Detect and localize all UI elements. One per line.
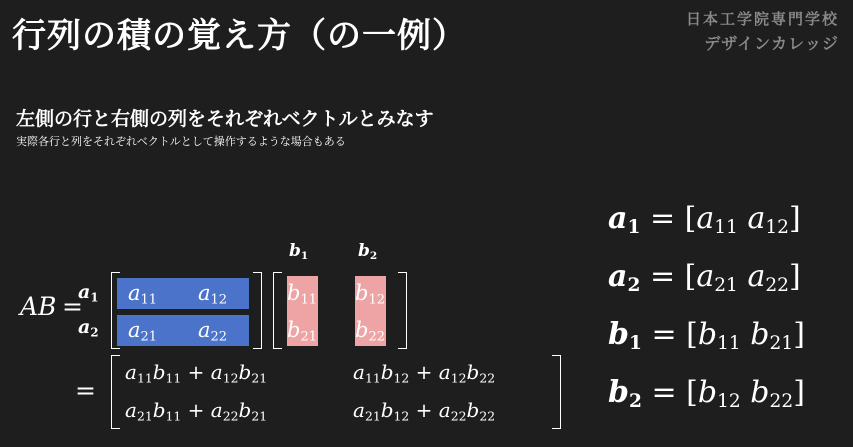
result-12: $a_{11}b_{12} + a_{12}b_{22}$ (353, 360, 496, 386)
result-11: $a_{11}b_{11} + a_{12}b_{21}$ (125, 360, 268, 386)
a22: $a_{22}$ (198, 318, 228, 345)
b22: $b_{22}$ (355, 318, 386, 345)
label-a1: $a_1$ (78, 281, 99, 305)
matrix-b-right-bracket (398, 272, 407, 349)
b21: $b_{21}$ (287, 318, 318, 345)
matrix-b-left-bracket (273, 272, 282, 349)
matrix-a-right-bracket (253, 272, 262, 349)
a21: $a_{21}$ (128, 318, 158, 345)
result-21: $a_{21}b_{11} + a_{22}b_{21}$ (125, 398, 268, 424)
def-b2: $b_2 = [b_{12}$ $b_{22}$] (608, 375, 805, 413)
def-a1: $a_1 = [a_{11}$ $a_{12}$] (608, 201, 801, 239)
logo-line-2: デザインカレッジ (704, 34, 839, 53)
def-b1: $b_1 = [b_{11}$ $b_{21}$] (608, 317, 805, 355)
subtitle: 左側の行と右側の列をそれぞれベクトルとみなす (16, 108, 434, 130)
page-title: 行列の積の覚え方（の一例） (12, 16, 467, 56)
school-logo (686, 8, 839, 54)
note: 実際各行と列をそれぞれベクトルとして操作するような場合もある (16, 135, 346, 148)
b11: $b_{11}$ (287, 281, 318, 308)
result-right-bracket (552, 355, 561, 429)
ab-label: AB (20, 292, 57, 321)
label-a2: $a_2$ (78, 316, 99, 340)
a12: $a_{12}$ (198, 281, 228, 308)
logo-line-1: 日本工学院専門学校 (685, 10, 839, 28)
label-b1: $b_1$ (289, 241, 309, 262)
a11: $a_{11}$ (128, 281, 158, 308)
result-left-bracket (111, 355, 120, 429)
b12: $b_{12}$ (355, 281, 386, 308)
def-a2: $a_2 = [a_{21}$ $a_{22}$] (608, 259, 801, 297)
label-b2: $b_2$ (358, 241, 378, 262)
equals-2: = (75, 376, 96, 405)
equals-1: = (62, 292, 83, 321)
result-22: $a_{21}b_{12} + a_{22}b_{22}$ (353, 398, 496, 424)
